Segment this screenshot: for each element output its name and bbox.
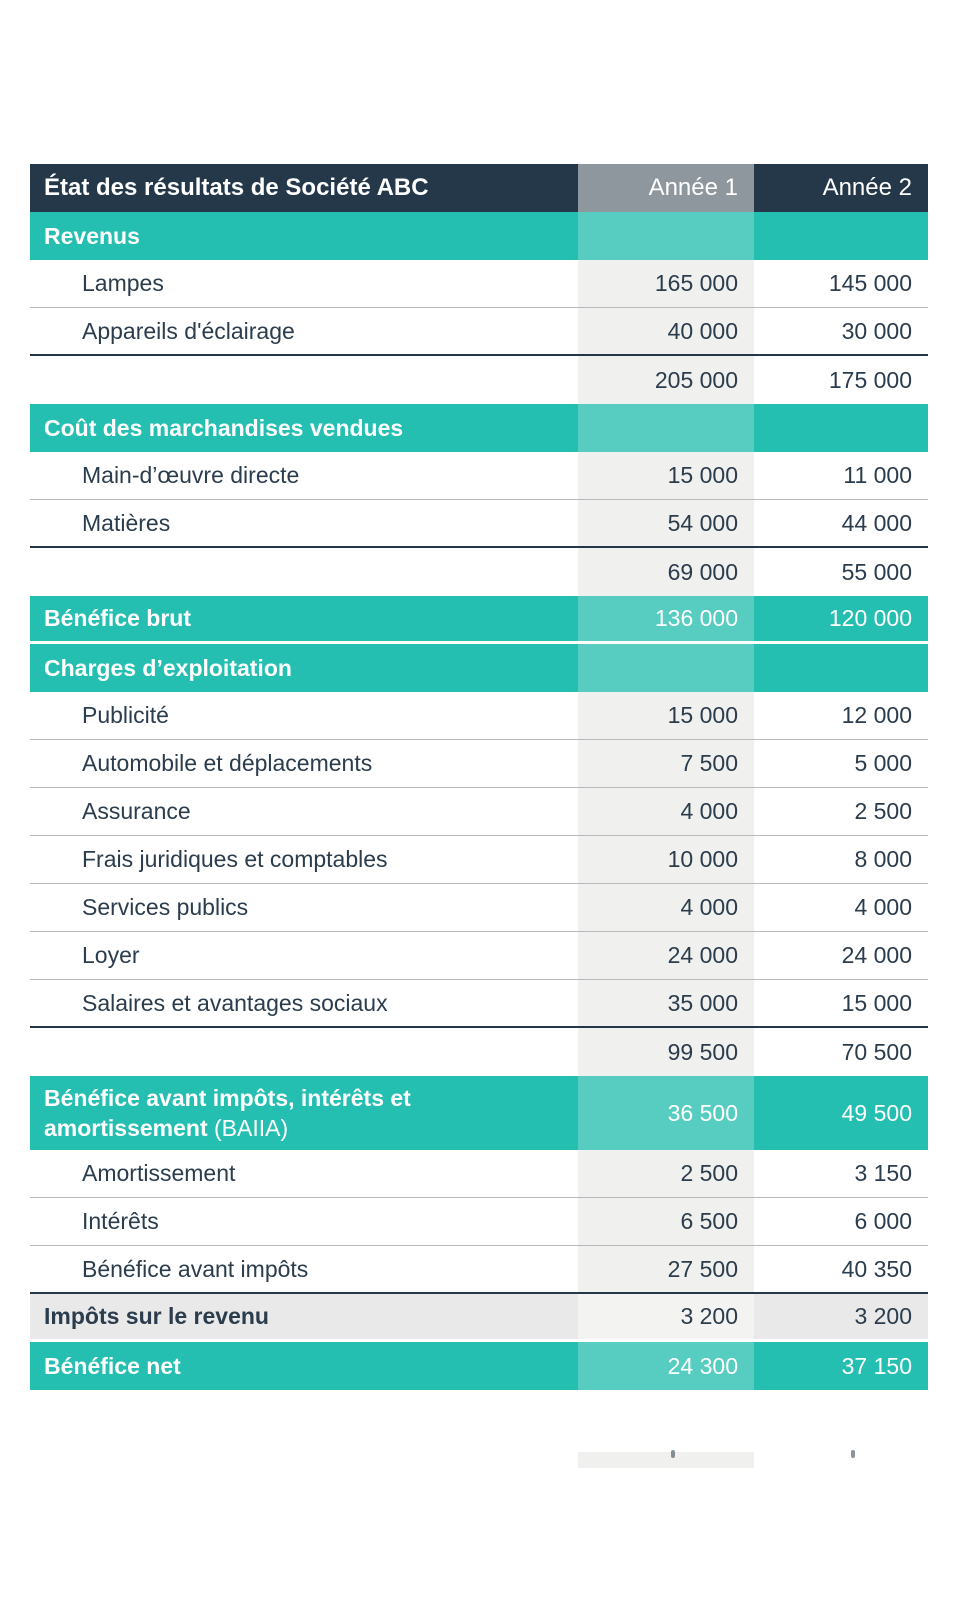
value-year2: 49 500 — [754, 1076, 928, 1150]
value-year2: 70 500 — [754, 1028, 928, 1076]
row-label: Automobile et déplacements — [30, 740, 578, 787]
table-row — [30, 836, 928, 884]
column-header-year1: Année 1 — [578, 164, 754, 212]
value-year1: 10 000 — [578, 836, 754, 883]
table-row — [30, 1246, 928, 1294]
cropped-text-artifact — [851, 1450, 855, 1458]
row-label-main: Bénéfice avant impôts, intérêts et amortissement — [44, 1084, 411, 1141]
value-year2: 24 000 — [754, 932, 928, 979]
row-label — [30, 1028, 578, 1076]
value-year1: 69 000 — [578, 548, 754, 596]
table-row — [30, 1028, 928, 1076]
value-year1: 3 200 — [578, 1294, 754, 1339]
table-row — [30, 1076, 928, 1150]
value-year1: 40 000 — [578, 308, 754, 354]
value-year2: 6 000 — [754, 1198, 928, 1245]
value-year1: 2 500 — [578, 1150, 754, 1197]
row-label: Lampes — [30, 260, 578, 307]
value-year1: 205 000 — [578, 356, 754, 404]
value-year1 — [578, 212, 754, 260]
table-row — [30, 356, 928, 404]
table-row — [30, 548, 928, 596]
value-year1: 24 000 — [578, 932, 754, 979]
value-year2: 37 150 — [754, 1342, 928, 1390]
row-label-suffix: (BAIIA) — [214, 1115, 289, 1141]
value-year2: 2 500 — [754, 788, 928, 835]
row-label: Main-d’œuvre directe — [30, 452, 578, 499]
table-row — [30, 884, 928, 932]
value-year1: 165 000 — [578, 260, 754, 307]
value-year2: 12 000 — [754, 692, 928, 739]
value-year2: 55 000 — [754, 548, 928, 596]
value-year2: 3 200 — [754, 1294, 928, 1339]
row-label: Assurance — [30, 788, 578, 835]
table-body — [30, 212, 928, 1390]
table-title: État des résultats de Société ABC — [30, 164, 578, 212]
value-year1: 7 500 — [578, 740, 754, 787]
table-row — [30, 1342, 928, 1390]
table-row — [30, 788, 928, 836]
value-year2: 11 000 — [754, 452, 928, 499]
row-label: Loyer — [30, 932, 578, 979]
income-statement-table — [30, 164, 928, 1390]
row-label — [30, 356, 578, 404]
value-year2: 5 000 — [754, 740, 928, 787]
table-row — [30, 308, 928, 356]
value-year1: 15 000 — [578, 452, 754, 499]
row-label: Bénéfice avant impôts — [30, 1246, 578, 1292]
row-label: Services publics — [30, 884, 578, 931]
row-label: Impôts sur le revenu — [30, 1294, 578, 1339]
value-year2: 44 000 — [754, 500, 928, 546]
cropped-text-artifact — [671, 1450, 675, 1458]
row-label: Intérêts — [30, 1198, 578, 1245]
value-year1: 6 500 — [578, 1198, 754, 1245]
value-year2 — [754, 644, 928, 692]
table-row — [30, 980, 928, 1028]
table-row — [30, 212, 928, 260]
row-label — [30, 1076, 578, 1150]
value-year1: 54 000 — [578, 500, 754, 546]
row-label: Revenus — [30, 212, 578, 260]
value-year2 — [754, 212, 928, 260]
table-row — [30, 1150, 928, 1198]
row-label: Bénéfice brut — [30, 596, 578, 641]
value-year1: 4 000 — [578, 884, 754, 931]
value-year2: 15 000 — [754, 980, 928, 1026]
row-label: Charges d’exploitation — [30, 644, 578, 692]
table-row — [30, 596, 928, 644]
table-row — [30, 932, 928, 980]
row-label: Bénéfice net — [30, 1342, 578, 1390]
value-year2: 8 000 — [754, 836, 928, 883]
value-year1: 99 500 — [578, 1028, 754, 1076]
row-label: Frais juridiques et comptables — [30, 836, 578, 883]
value-year1: 27 500 — [578, 1246, 754, 1292]
row-label: Coût des marchandises vendues — [30, 404, 578, 452]
table-row — [30, 500, 928, 548]
value-year2: 145 000 — [754, 260, 928, 307]
table-header-row — [30, 164, 928, 212]
cropped-next-row-strip — [578, 1452, 754, 1468]
table-row — [30, 1294, 928, 1342]
value-year1: 35 000 — [578, 980, 754, 1026]
value-year2: 175 000 — [754, 356, 928, 404]
table-row — [30, 692, 928, 740]
row-label: Amortissement — [30, 1150, 578, 1197]
column-header-year2: Année 2 — [754, 164, 928, 212]
row-label: Salaires et avantages sociaux — [30, 980, 578, 1026]
value-year2: 4 000 — [754, 884, 928, 931]
value-year1: 4 000 — [578, 788, 754, 835]
value-year1 — [578, 644, 754, 692]
table-row — [30, 644, 928, 692]
row-label: Matières — [30, 500, 578, 546]
table-row — [30, 260, 928, 308]
value-year1: 136 000 — [578, 596, 754, 641]
row-label: Appareils d'éclairage — [30, 308, 578, 354]
row-label — [30, 548, 578, 596]
table-row — [30, 740, 928, 788]
row-label: Publicité — [30, 692, 578, 739]
value-year1 — [578, 404, 754, 452]
value-year1: 24 300 — [578, 1342, 754, 1390]
table-row — [30, 1198, 928, 1246]
table-row — [30, 452, 928, 500]
value-year2 — [754, 404, 928, 452]
value-year2: 40 350 — [754, 1246, 928, 1292]
value-year2: 3 150 — [754, 1150, 928, 1197]
value-year1: 36 500 — [578, 1076, 754, 1150]
value-year2: 120 000 — [754, 596, 928, 641]
value-year2: 30 000 — [754, 308, 928, 354]
table-row — [30, 404, 928, 452]
value-year1: 15 000 — [578, 692, 754, 739]
